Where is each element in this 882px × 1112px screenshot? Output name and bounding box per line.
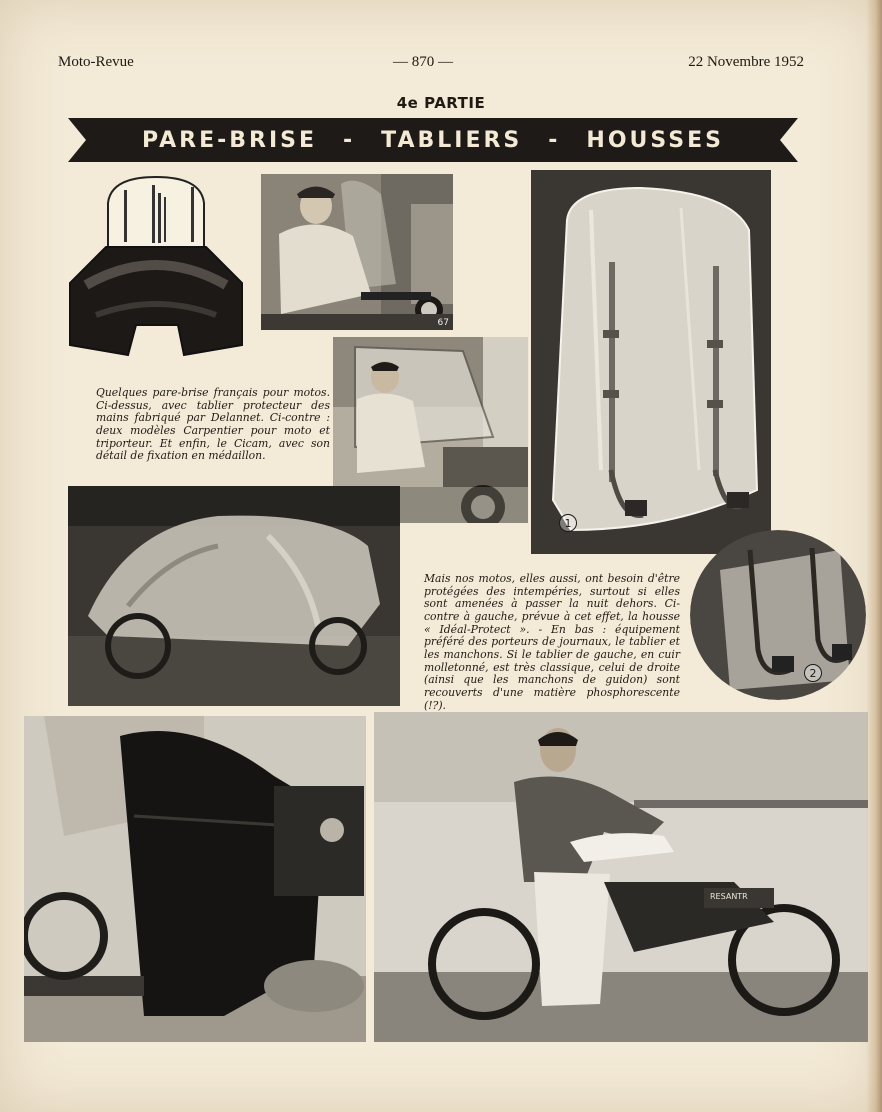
- photo-cicam-windshield: [531, 170, 771, 554]
- banner-separator: -: [548, 127, 561, 153]
- banner-word-pare-brise: PARE-BRISE: [142, 127, 318, 153]
- caption-windshields: Quelques pare-brise français pour motos. Ci-dessus, avec tablier protecteur des mains fabriqué par Delannet. Ci-contre : deux modèles Carpentier pour moto et triporteur. Et enfin, le Cicam, avec son détail de fixation en médaillon.: [96, 385, 330, 463]
- photo-rider-windshield: [261, 174, 453, 330]
- caption-covers-aprons: Mais nos motos, elles aussi, ont besoin d'être protégées des intempéries, surtout si elles sont amenées à passer la nuit dehors. Ci-contre à gauche, prévue à cet effet, la housse « Idéal-Protect ». - En bas : équipement préféré des porteurs de journaux, le tablier et les manchons. Si le tablier de gauche, en cuir molletonné, est très classique, celui de droite (ainsi que les manchons de guidon) sont recouverts d'une matière phosphorescente (!?).: [424, 571, 680, 712]
- photo-windshield-apron: [66, 175, 246, 360]
- photo-number-badge: 1: [559, 514, 577, 532]
- photo-phosphorescent-apron: [374, 712, 868, 1042]
- title-banner: [68, 118, 798, 162]
- publication-name: Moto-Revue: [58, 54, 134, 70]
- banner-word-tabliers: TABLIERS: [381, 127, 523, 153]
- issue-date: 22 Novembre 1952: [688, 54, 804, 70]
- banner-separator: -: [343, 127, 356, 153]
- bike-plate-label: RESANTR: [710, 892, 748, 901]
- section-label: 4e PARTIE: [396, 94, 486, 112]
- photo-detail-medallion: [690, 530, 866, 700]
- paper-edge-fold: [866, 0, 882, 1112]
- page-number: — 870 —: [393, 54, 453, 70]
- banner-title: [68, 118, 798, 162]
- banner-word-housses: HOUSSES: [586, 127, 724, 153]
- photo-leather-apron: [24, 716, 366, 1042]
- photo-covered-motorcycle: [68, 486, 400, 706]
- plate-number-label: 67: [437, 318, 449, 328]
- photo-number-badge: 2: [804, 664, 822, 682]
